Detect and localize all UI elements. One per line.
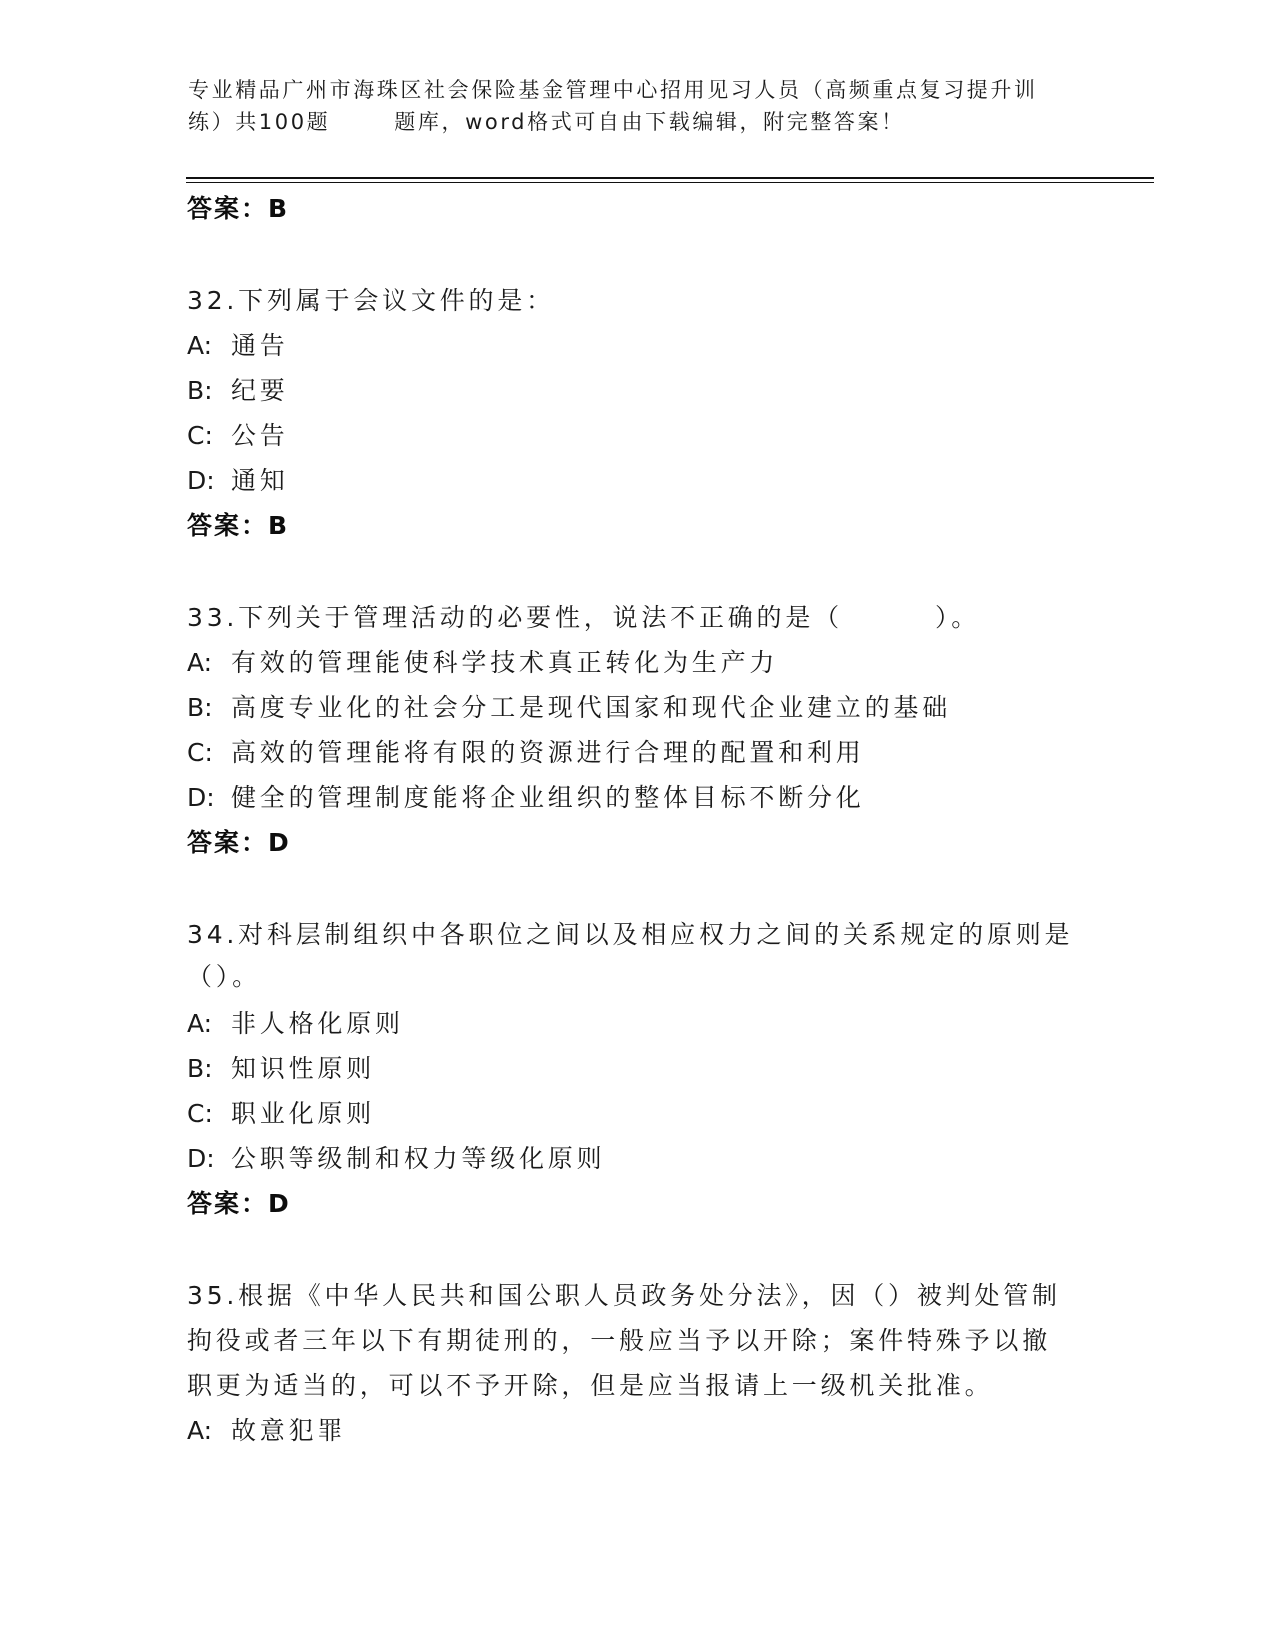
option-key: A: xyxy=(187,1416,213,1445)
option-text: 有效的管理能使科学技术真正转化为生产力 xyxy=(231,648,779,677)
option-33-a xyxy=(187,646,778,680)
option-key: B: xyxy=(187,376,213,405)
header-line-2-part-a: 练）共100题 xyxy=(188,110,331,134)
option-33-b xyxy=(187,691,951,725)
option-34-b xyxy=(187,1052,375,1086)
option-text: 故意犯罪 xyxy=(231,1416,347,1445)
option-34-d xyxy=(187,1142,605,1176)
header-line-2 xyxy=(188,106,1088,138)
answer-34 xyxy=(187,1187,291,1221)
question-33-part-a: 33.下列关于管理活动的必要性，说法不正确的是（ xyxy=(187,603,843,632)
answer-label: 答案： xyxy=(187,828,269,857)
option-key: B: xyxy=(187,693,213,722)
option-32-c xyxy=(187,419,289,453)
option-text: 通知 xyxy=(231,466,289,495)
question-33 xyxy=(187,601,980,635)
option-key: C: xyxy=(187,1099,213,1128)
header-line-1: 专业精品广州市海珠区社会保险基金管理中心招用见习人员（高频重点复习提升训 xyxy=(188,78,1038,102)
answer-label: 答案： xyxy=(187,194,269,223)
option-key: A: xyxy=(187,648,213,677)
option-34-c xyxy=(187,1097,375,1131)
answer-value: B xyxy=(268,511,290,540)
option-32-d xyxy=(187,464,289,498)
option-33-d xyxy=(187,781,865,815)
option-key: C: xyxy=(187,421,213,450)
answer-label: 答案： xyxy=(187,1189,269,1218)
question-35-line-1: 35.根据《中华人民共和国公职人员政务处分法》，因（）被判处管制 xyxy=(187,1281,1061,1310)
option-32-b xyxy=(187,374,289,408)
option-text: 高效的管理能将有限的资源进行合理的配置和利用 xyxy=(231,738,865,767)
question-34-line-2: （）。 xyxy=(187,962,261,991)
answer-33 xyxy=(187,826,291,860)
answer-value: D xyxy=(268,1189,291,1218)
option-text: 通告 xyxy=(231,331,289,360)
option-key: A: xyxy=(187,331,213,360)
header-divider-thin xyxy=(186,182,1154,183)
answer-32 xyxy=(187,509,289,543)
option-text: 高度专业化的社会分工是现代国家和现代企业建立的基础 xyxy=(231,693,952,722)
option-text: 职业化原则 xyxy=(231,1099,376,1128)
option-key: D: xyxy=(187,783,215,812)
option-key: B: xyxy=(187,1054,213,1083)
option-text: 公职等级制和权力等级化原则 xyxy=(231,1144,606,1173)
page-header xyxy=(188,74,1088,138)
option-key: A: xyxy=(187,1009,213,1038)
header-divider-thick xyxy=(186,177,1154,179)
option-key: D: xyxy=(187,1144,215,1173)
question-34-line-1: 34.对科层制组织中各职位之间以及相应权力之间的关系规定的原则是 xyxy=(187,920,1074,949)
question-32: 32.下列属于会议文件的是： xyxy=(187,286,555,315)
option-key: D: xyxy=(187,466,215,495)
question-35-line-2: 拘役或者三年以下有期徒刑的，一般应当予以开除；案件特殊予以撤 xyxy=(187,1326,1052,1355)
answer-value: D xyxy=(268,828,291,857)
answer-label: 答案： xyxy=(187,511,269,540)
option-text: 健全的管理制度能将企业组织的整体目标不断分化 xyxy=(231,783,865,812)
question-33-part-b: ）。 xyxy=(934,603,981,632)
option-33-c xyxy=(187,736,865,770)
header-line-2-part-b: 题库，word格式可自由下载编辑，附完整答案！ xyxy=(394,110,905,134)
option-key: C: xyxy=(187,738,213,767)
option-35-a xyxy=(187,1414,346,1448)
option-text: 公告 xyxy=(231,421,289,450)
question-35-line-3: 职更为适当的，可以不予开除，但是应当报请上一级机关批准。 xyxy=(187,1371,994,1400)
option-text: 纪要 xyxy=(231,376,289,405)
option-34-a xyxy=(187,1007,404,1041)
option-text: 知识性原则 xyxy=(231,1054,376,1083)
answer-31 xyxy=(187,192,289,226)
option-32-a xyxy=(187,329,289,363)
option-text: 非人格化原则 xyxy=(231,1009,404,1038)
answer-value: B xyxy=(268,194,290,223)
